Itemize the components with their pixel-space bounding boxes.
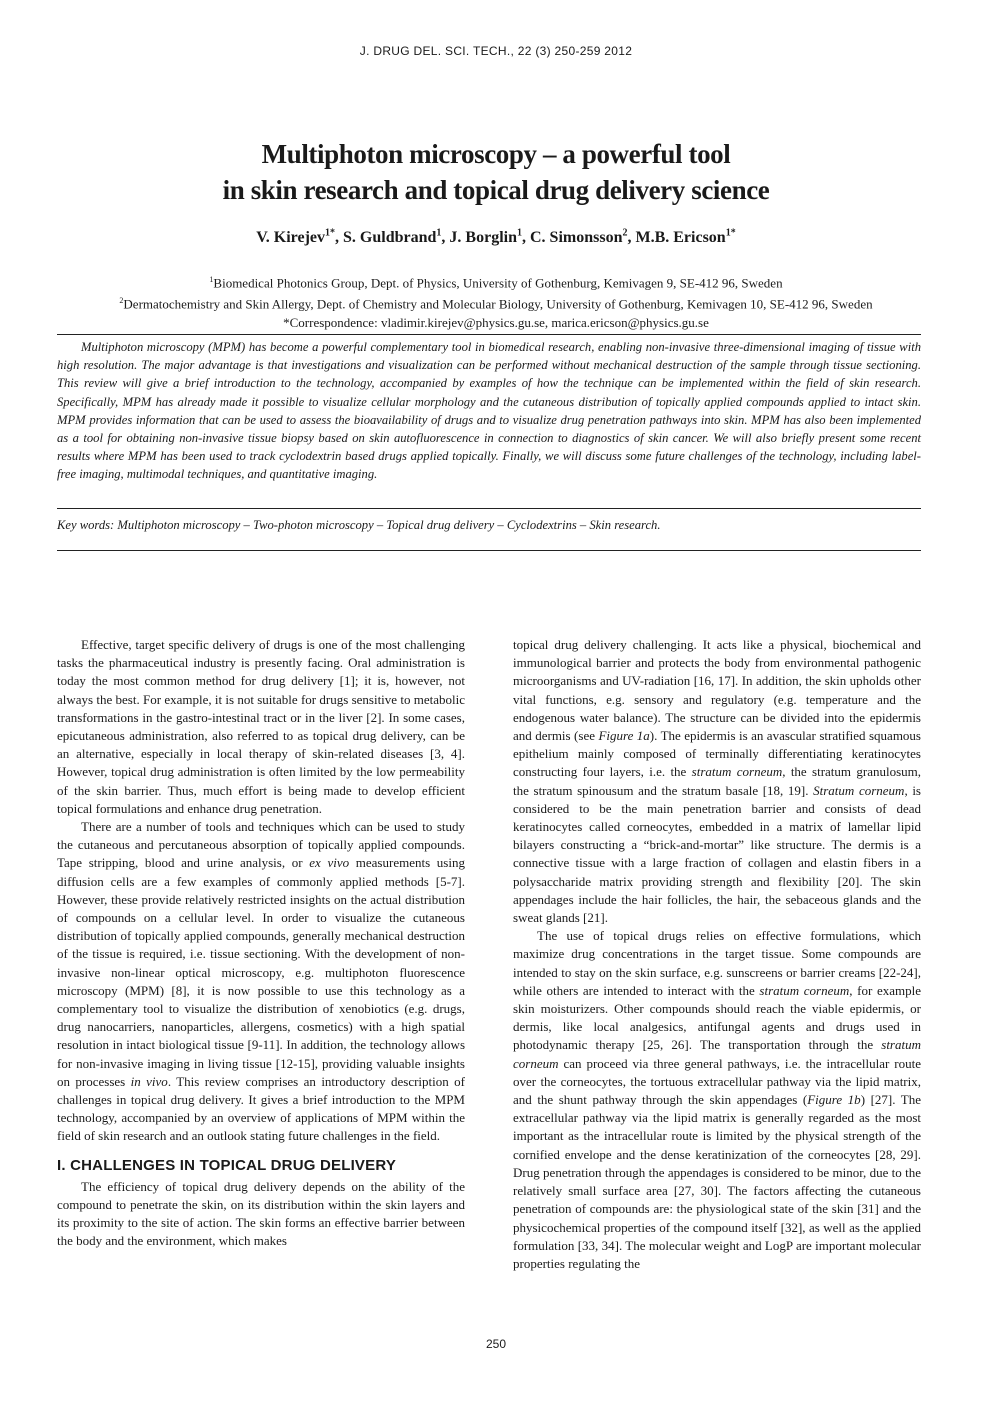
author: J. Borglin$^1$,	[449, 228, 530, 247]
divider-abstract	[57, 508, 921, 509]
author: C. Simonsson$^2$,	[529, 228, 636, 247]
affiliation-1: $^1$Biomedical Photonics Group, Dept. of Physics, University of Gothenburg, Kemivagen 9, SE-412 96, Sweden	[209, 275, 783, 291]
affiliation-2: $^2$Dermatochemistry and Skin Allergy, Dept. of Chemistry and Molecular Biology, University of Gothenburg, Kemivagen 10, SE-412 96, Sweden	[119, 296, 873, 312]
author: S. Guldbrand$^1$,	[343, 228, 450, 247]
correspondence: *Correspondence: vladimir.kirejev@physics.gu.se, marica.ericson@physics.gu.se	[283, 314, 709, 330]
title-line-1: Multiphoton microscopy – a powerful tool	[261, 139, 731, 169]
divider-top	[57, 334, 921, 335]
divider-keywords	[57, 550, 921, 551]
body-paragraph: topical drug delivery challenging. It acts like a physical, biochemical and immunological barrier and protects the body from environmental pathogenic microorganisms and UV-radiation [16, 17]. In addition, the skin upholds other vital functions, e.g. sensory and regulatory (e.g. temperature and the endogenous water balance). The structure can be divided into the epidermis and dermis (see Figure 1a). The epidermis is an avascular stratified squamous epithelium mainly composed of terminally differentiating keratinocytes constructing four layers, i.e. the stratum corneum, the stratum granulosum, the stratum spinousum and the stratum basale [18, 19]. Stratum corneum, is considered to be the main penetration barrier and consists of dead keratinocytes called corneocytes, embedded in a matrix of lamellar lipid bilayers constructing a “brick-and-mortar” like structure. The dermis is a connective tissue with a large fraction of collagen and elastin fibers in a polysaccharide matrix providing strength and flexibility [20]. The skin appendages include the hair follicles, the hair, the sebaceous glands and the sweat glands [21].	[513, 637, 922, 926]
title-line-2: in skin research and topical drug delivery science	[222, 175, 770, 205]
author: M.B. Ericson$^{1*}$	[635, 228, 736, 247]
article-title	[100, 136, 892, 208]
page-number: 250	[485, 1337, 507, 1351]
body-paragraph: There are a number of tools and techniques which can be used to study the cutaneous and percutaneous absorption of topically applied compounds. Tape stripping, blood and urine analysis, or ex vivo measurements using diffusion cells are a few examples of commonly applied methods [5-7]. However, these provide relatively restricted insights on the actual distribution of compounds on a cellular level. In order to visualize the cutaneous distribution of topically applied compounds, generally mechanical destruction of the tissue is required, i.e. tissue sectioning. With the development of non-invasive non-linear optical microscopy, e.g. multiphoton fluorescence microscopy (MPM) [8], it is now possible to use this technology as a complementary tool to visualize the distribution of xenobiotics (e.g. drugs, drug nanocarriers, nanoparticles, allergens, cosmetics) with a high spatial resolution in intact biological tissue [9-11]. In addition, the technology allows for non-invasive imaging in living tissue [12-15], providing valuable insights on processes in vivo. This review comprises an introductory description of challenges in topical drug delivery. It gives a brief introduction to the MPM technology, accompanied by an overview of applications of MPM within the field of skin research and an outlook stating future challenges in the field.	[57, 819, 465, 1144]
section-heading: I. CHALLENGES IN TOPICAL DRUG DELIVERY	[57, 1156, 397, 1174]
affiliations	[40, 271, 952, 332]
right-column	[513, 636, 921, 1273]
keywords: Key words: Multiphoton microscopy – Two-photon microscopy – Topical drug delivery – Cyclodextrins – Skin research.	[57, 518, 661, 532]
body-paragraph: Effective, target specific delivery of drugs is one of the most challenging tasks the pharmaceutical industry is presently facing. Oral administration is today the most common method for drug delivery [1]; it is, however, not always the best. For example, it is not suitable for drugs sensitive to metabolic transformations in the gastro-intestinal tract or in the liver [2]. In some cases, epicutaneous administration, also referred to as topical drug delivery, can be an alternative, especially in local therapy of skin-related diseases [3, 4]. However, topical drug administration is often limited by the low permeability of the skin barrier. Thus, much effort is being made to develop efficient topical formulations and enhance drug penetration.	[57, 637, 465, 816]
journal-header: J. DRUG DEL. SCI. TECH., 22 (3) 250-259 2012	[359, 44, 633, 58]
abstract: Multiphoton microscopy (MPM) has become a powerful complementary tool in biomedical research, enabling non-invasive three-dimensional imaging of tissue with high resolution. The major advantage is that investigations and visualization can be performed without mechanical destruction of the sample through tissue sectioning. This review will give a brief introduction to the technology, accompanied by examples of how the technique can be implemented within the field of skin research. Specifically, MPM has already made it possible to visualize cellular morphology and the cutaneous distribution of topically applied compounds applied to intact skin. MPM provides information that can be used to assess the bioavailability of drugs and to visualize drug penetration pathways into skin. MPM has also been implemented as a tool for obtaining non-invasive tissue biopsy based on skin autofluorescence in connection to diagnostics of skin cancer. We will also briefly present some recent results where MPM has been used to track cyclodextrin based drugs applied topically. Finally, we will discuss some future challenges of the technology, including label-free imaging, multimodal techniques, and quantitative imaging.	[57, 340, 921, 482]
author-list	[0, 228, 992, 247]
left-column	[57, 636, 465, 1251]
body-paragraph: The use of topical drugs relies on effective formulations, which maximize drug concentrations in the target tissue. Some compounds are intended to stay on the skin surface, e.g. sunscreens or barrier creams [22-24], while others are intended to interact with the stratum corneum, for example skin moisturizers. Other compounds should reach the viable epidermis, or dermis, like local analgesics, antifungal agents and drugs used in photodynamic therapy [25, 26]. The transportation through the stratum corneum can proceed via three general pathways, i.e. the intracellular route over the corneocytes, the tortuous extracellular pathway via the lipid matrix, and the shunt pathway through the skin appendages (Figure 1b) [27]. The extracellular pathway via the lipid matrix is generally regarded as the most important as the intracellular route is limited by the physical strength of the cornified envelope and the dense keratinization of the corneocytes [28, 29]. Drug penetration through the appendages is considered to be minor, due to the relatively small surface area [27, 30]. The factors affecting the cutaneous penetration of compounds are: the physiological state of the skin [31] and the physicochemical properties of the compound itself [32], as well as the applied formulation [33, 34]. The molecular weight and LogP are important molecular properties regulating the	[513, 928, 922, 1271]
author: V. Kirejev$^{1*}$,	[256, 228, 344, 247]
body-paragraph: The efficiency of topical drug delivery depends on the ability of the compound to penetrate the skin, on its distribution within the skin layers and its proximity to the site of action. The skin forms an effective barrier between the body and the environment, which makes	[57, 1178, 465, 1249]
